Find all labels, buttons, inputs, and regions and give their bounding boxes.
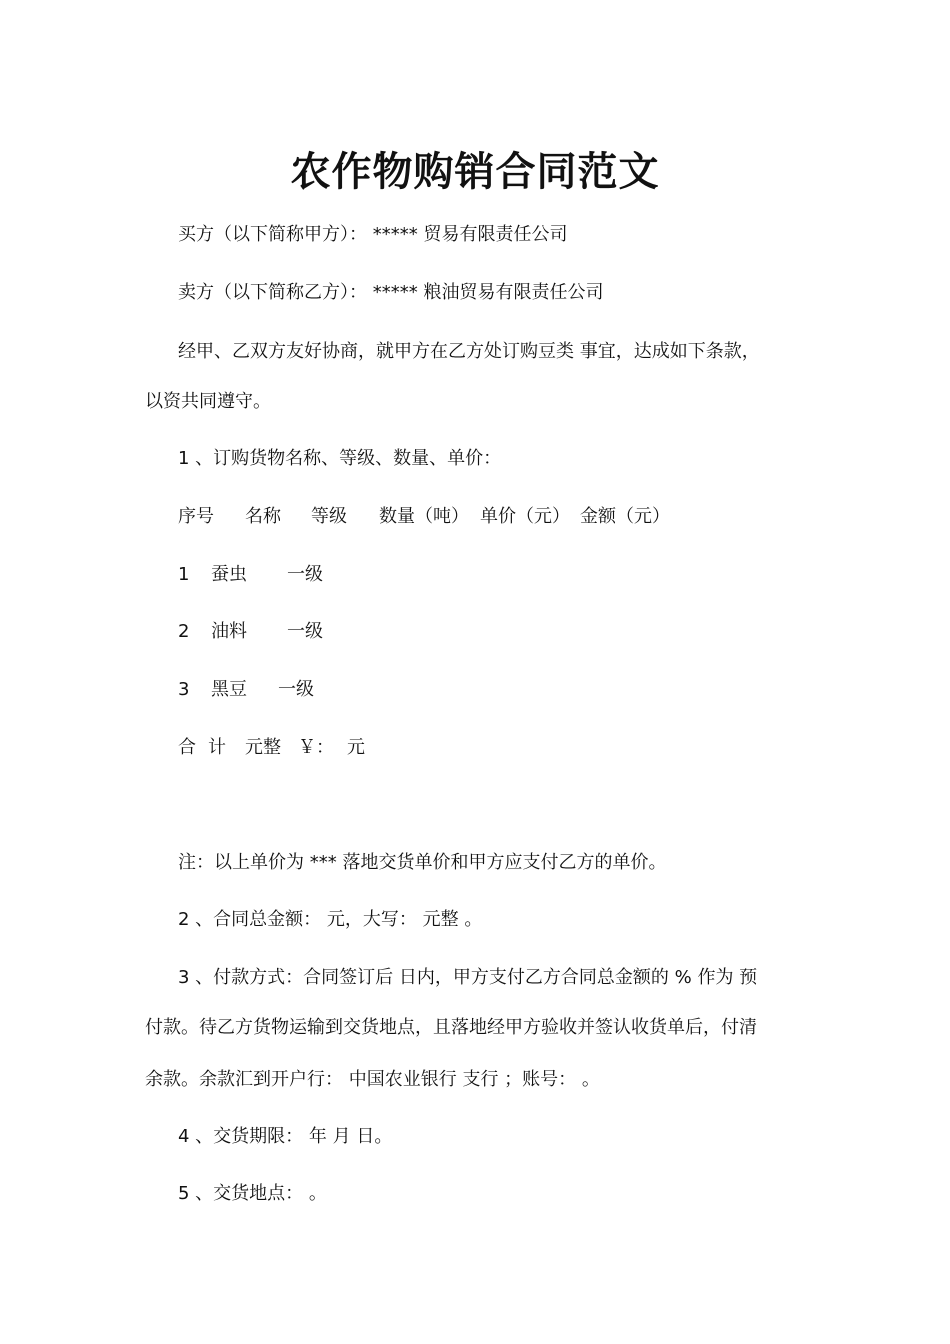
total-label-2: 计 (208, 737, 226, 758)
clause-4: 4 、交货期限： 年 月 日。 (178, 1126, 393, 1147)
table-row-grade: 一级 (278, 679, 314, 700)
table-row-name: 蚕虫 (211, 564, 247, 585)
table-header-grade: 等级 (311, 506, 347, 527)
table-header-amount: 金额（元） (580, 506, 670, 527)
table-row-grade: 一级 (287, 564, 323, 585)
clause-2: 2 、合同总金额： 元，大写： 元整 。 (178, 909, 483, 930)
clause-1-heading: 1 、订购货物名称、等级、数量、单价： (178, 448, 502, 469)
total-yuan: 元 (347, 737, 365, 758)
intro-line-2: 以资共同遵守。 (145, 391, 271, 412)
document-title: 农作物购销合同范文 (290, 149, 660, 195)
table-header-unit-price: 单价（元） (480, 506, 570, 527)
table-header-quantity: 数量（吨） (379, 506, 469, 527)
total-yuan-zheng: 元整 (245, 737, 281, 758)
intro-line-1: 经甲、乙双方友好协商，就甲方在乙方处订购豆类 事宜，达成如下条款， (178, 341, 760, 362)
table-row-name: 油料 (211, 621, 247, 642)
table-header-name: 名称 (245, 506, 281, 527)
seller-line: 卖方（以下简称乙方）： ***** 粮油贸易有限责任公司 (178, 282, 604, 303)
clause-3-line-2: 付款。待乙方货物运输到交货地点，且落地经甲方验收并签认收货单后，付清 (145, 1017, 757, 1038)
clause-5: 5 、交货地点： 。 (178, 1183, 327, 1204)
table-row-grade: 一级 (287, 621, 323, 642)
clause-3-line-3: 余款。余款汇到开户行： 中国农业银行 支行 ；账号： 。 (145, 1069, 600, 1090)
table-row-name: 黑豆 (211, 679, 247, 700)
table-row-no: 3 (178, 679, 190, 700)
total-label-1: 合 (178, 737, 196, 758)
table-row-no: 2 (178, 621, 190, 642)
clause-3-line-1: 3 、付款方式：合同签订后 日内，甲方支付乙方合同总金额的 % 作为 预 (178, 967, 758, 988)
total-currency: ￥： (298, 737, 334, 758)
table-row-no: 1 (178, 564, 190, 585)
table-header-no: 序号 (178, 506, 214, 527)
price-note: 注：以上单价为 *** 落地交货单价和甲方应支付乙方的单价。 (178, 852, 667, 873)
buyer-line: 买方（以下简称甲方）： ***** 贸易有限责任公司 (178, 224, 568, 245)
